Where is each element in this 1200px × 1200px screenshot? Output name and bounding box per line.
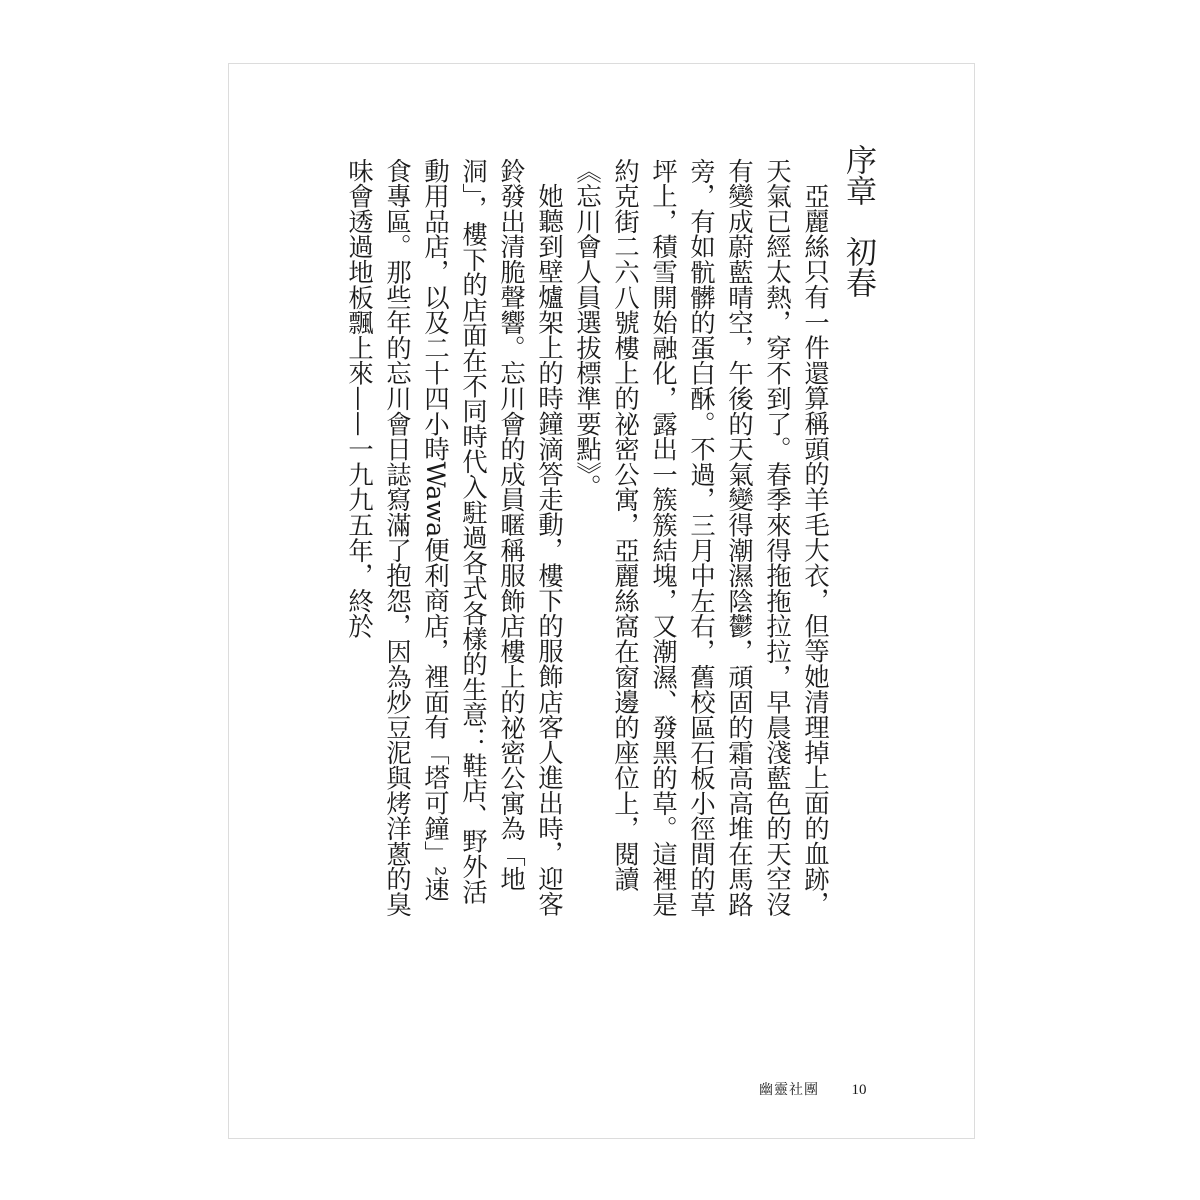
body-text: [340, 158, 834, 918]
chapter-title: 初春: [840, 236, 876, 298]
page-number: 10: [851, 1082, 867, 1098]
chapter-heading: [842, 144, 874, 298]
paragraph-1: 亞麗絲只有一件還算稱頭的羊毛大衣，但等她清理掉上面的血跡，天氣已經太熱，穿不到了。春季來得拖拖拉拉，早晨淺藍色的天空沒有變成蔚藍晴空，午後的天氣變得潮濕陰鬱，頑固的霜高高堆在馬路旁，有如骯髒的蛋白酥。不過，三月中左右，舊校區石板小徑間的草坪上，積雪開始融化，露出一簇簇結塊，又潮濕、發黑的草。這裡是約克街二六八號樓上的祕密公寓，亞麗絲窩在窗邊的座位上，閱讀《忘川會人員選拔標準要點》。: [573, 158, 830, 917]
running-head-book-title: 幽靈社團: [759, 1082, 819, 1098]
paragraph-2: 她聽到壁爐架上的時鐘滴答走動，樓下的服飾店客人進出時，迎客鈴發出清脆聲響。忘川會的成員暱稱服飾店樓上的祕密公寓為「地洞」，樓下的店面在不同時代入駐過各式各樣的生意：鞋店、野外活動用品店，以及二十四小時Wawa便利商店，裡面有「塔可鐘」²速食專區。那些年的忘川會日誌寫滿了抱怨，因為炒豆泥與烤洋蔥的臭味會透過地板飄上來——一九九五年，終於: [345, 158, 564, 917]
page-footer: [759, 1079, 866, 1099]
chapter-label: 序章: [840, 144, 876, 206]
book-page: [228, 63, 975, 1139]
